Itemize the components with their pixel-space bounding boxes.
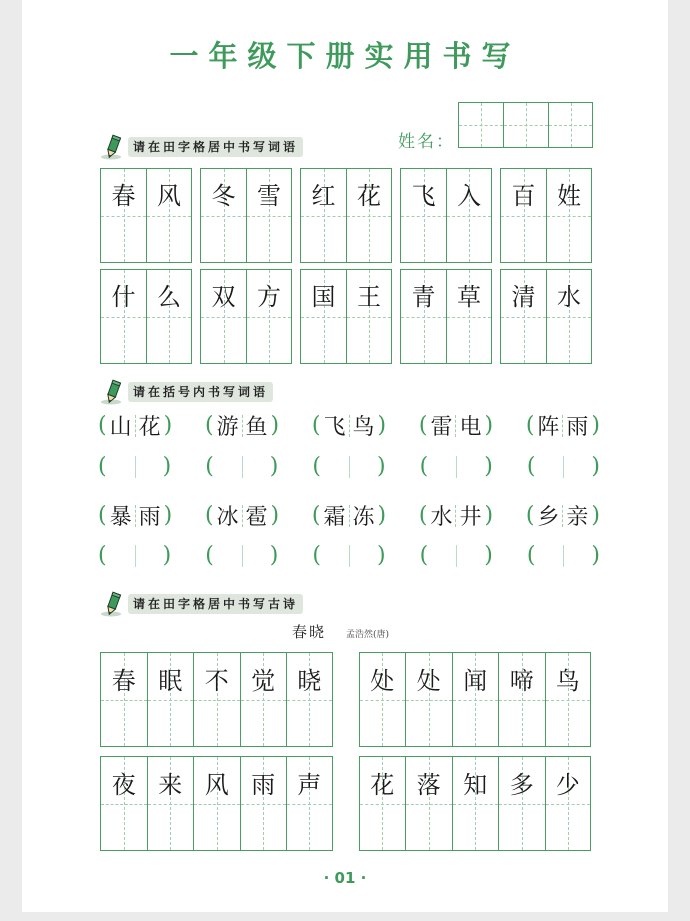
right-paren: ) — [484, 413, 494, 438]
character: 雨 — [138, 505, 161, 530]
tianzige-cell[interactable] — [100, 756, 147, 851]
character: 冻 — [352, 505, 375, 530]
left-paren: ( — [311, 503, 321, 528]
paren-word — [205, 410, 279, 441]
character: 落 — [416, 770, 441, 799]
tianzige-cell[interactable] — [498, 652, 545, 747]
tianzige-cell[interactable] — [146, 168, 192, 263]
left-paren: ( — [205, 454, 214, 479]
character: 春 — [111, 181, 136, 210]
character: 什 — [111, 282, 136, 311]
poem-grid-row — [100, 652, 591, 747]
answer-blank[interactable] — [107, 545, 163, 567]
left-paren: ( — [419, 454, 429, 479]
answer-blank[interactable] — [321, 456, 377, 478]
character: 游 — [216, 415, 239, 440]
character: 山 — [109, 415, 132, 440]
left-paren: ( — [418, 503, 428, 528]
tianzige-cell[interactable] — [498, 756, 545, 851]
character: 花 — [357, 181, 381, 210]
character: 百 — [511, 181, 536, 210]
character: 知 — [463, 770, 488, 799]
paren-blank[interactable] — [98, 543, 171, 568]
tianzige-cell[interactable] — [400, 168, 446, 263]
right-paren: ) — [591, 413, 600, 438]
word-grid-row — [100, 269, 592, 364]
character: 晓 — [297, 666, 322, 695]
left-paren: ( — [204, 413, 214, 438]
word-grid — [500, 168, 592, 263]
paren-word — [419, 410, 493, 441]
tianzige-cell[interactable] — [246, 168, 292, 263]
character: 暴 — [109, 505, 132, 530]
left-paren: ( — [525, 413, 535, 438]
tianzige-cell[interactable] — [446, 168, 492, 263]
pencil-icon — [100, 378, 126, 406]
character: 处 — [370, 666, 395, 695]
word-grid — [400, 269, 492, 364]
right-paren: ) — [162, 454, 172, 479]
character: 雷 — [430, 415, 453, 440]
character: 春 — [111, 666, 136, 695]
answer-blank[interactable] — [214, 545, 270, 567]
tianzige-cell[interactable] — [359, 652, 406, 747]
paren-blank[interactable] — [527, 454, 600, 479]
right-paren: ) — [377, 413, 387, 438]
word-grid — [100, 168, 192, 263]
character: 么 — [157, 282, 181, 311]
tianzige-cell[interactable] — [240, 652, 287, 747]
character: 眠 — [158, 666, 183, 695]
tianzige-cell[interactable] — [286, 652, 333, 747]
tianzige-cell[interactable] — [300, 168, 346, 263]
poem-line-grid — [100, 756, 333, 851]
character: 雹 — [245, 505, 268, 530]
page-number: · 01 · — [323, 869, 367, 887]
right-paren: ) — [377, 454, 386, 479]
answer-blank[interactable] — [214, 456, 270, 478]
right-paren: ) — [484, 454, 493, 479]
character: 风 — [157, 181, 181, 210]
paren-word — [312, 410, 386, 441]
character: 清 — [511, 282, 536, 311]
right-paren: ) — [484, 503, 494, 528]
paren-blank-row — [98, 543, 600, 568]
word-grid — [500, 269, 592, 364]
character: 飞 — [323, 415, 346, 440]
word-grid — [200, 168, 292, 263]
left-paren: ( — [98, 503, 107, 528]
character: 雨 — [566, 415, 589, 440]
tianzige-cell[interactable] — [100, 652, 147, 747]
tianzige-cell[interactable] — [193, 756, 240, 851]
paren-word — [419, 500, 493, 531]
character: 声 — [297, 770, 322, 799]
character: 少 — [555, 770, 580, 799]
tianzige-cell[interactable] — [546, 168, 592, 263]
word-grid — [100, 269, 192, 364]
poem-title: 春晓 — [292, 623, 327, 641]
word-grid-row — [100, 168, 592, 263]
character: 处 — [416, 666, 441, 695]
character: 霜 — [323, 505, 346, 530]
section-instruction: 请在田字格居中书写词语 — [128, 137, 303, 157]
character: 鸟 — [352, 415, 375, 440]
tianzige-cell[interactable] — [100, 269, 146, 364]
section-instruction: 请在田字格居中书写古诗 — [128, 594, 303, 614]
tianzige-cell[interactable] — [246, 269, 292, 364]
paren-blank[interactable] — [205, 543, 278, 568]
answer-blank[interactable] — [535, 456, 591, 478]
word-grid — [200, 269, 292, 364]
tianzige-cell[interactable] — [452, 652, 499, 747]
paren-word — [98, 410, 172, 441]
right-paren: ) — [591, 454, 600, 479]
right-paren: ) — [270, 503, 280, 528]
name-label: 姓名： — [398, 132, 455, 152]
poem-line-grid — [359, 652, 592, 747]
paren-blank[interactable] — [420, 454, 493, 479]
paren-blank[interactable] — [98, 454, 171, 479]
right-paren: ) — [163, 503, 173, 528]
right-paren: ) — [377, 543, 386, 568]
tianzige-cell[interactable] — [147, 756, 194, 851]
character: 红 — [311, 181, 336, 210]
section-header-words-grid — [100, 133, 303, 161]
paren-blank[interactable] — [312, 543, 385, 568]
poem-line-grid — [359, 756, 592, 851]
character: 水 — [430, 505, 453, 530]
paren-word — [526, 410, 600, 441]
character: 青 — [411, 282, 436, 311]
poem-author: 孟浩然(唐) — [346, 630, 390, 640]
name-field[interactable] — [458, 102, 593, 148]
paren-word — [205, 500, 279, 531]
name-cell[interactable] — [458, 102, 503, 148]
character: 姓 — [557, 181, 581, 210]
tianzige-cell[interactable] — [200, 269, 246, 364]
right-paren: ) — [484, 543, 493, 568]
tianzige-cell[interactable] — [359, 756, 406, 851]
tianzige-cell[interactable] — [545, 652, 592, 747]
character: 不 — [204, 666, 229, 695]
left-paren: ( — [205, 543, 214, 568]
character: 国 — [311, 282, 336, 311]
tianzige-cell[interactable] — [286, 756, 333, 851]
answer-blank[interactable] — [321, 545, 377, 567]
character: 鸟 — [555, 666, 580, 695]
character: 鱼 — [245, 415, 268, 440]
paren-word — [98, 500, 172, 531]
answer-blank[interactable] — [535, 545, 591, 567]
character: 亲 — [566, 505, 589, 530]
word-grid — [300, 269, 392, 364]
right-paren: ) — [591, 503, 600, 528]
right-paren: ) — [162, 543, 172, 568]
character: 双 — [211, 282, 236, 311]
poem-grid-row — [100, 756, 591, 851]
word-grid — [300, 168, 392, 263]
right-paren: ) — [269, 543, 279, 568]
right-paren: ) — [163, 413, 173, 438]
left-paren: ( — [98, 413, 107, 438]
left-paren: ( — [311, 413, 321, 438]
left-paren: ( — [526, 543, 536, 568]
character: 入 — [457, 181, 481, 210]
character: 花 — [370, 770, 395, 799]
tianzige-cell[interactable] — [146, 269, 192, 364]
paren-word — [312, 500, 386, 531]
left-paren: ( — [312, 543, 321, 568]
section-header-words-paren — [100, 378, 273, 406]
character: 冰 — [216, 505, 239, 530]
character: 井 — [459, 505, 482, 530]
answer-blank[interactable] — [428, 456, 484, 478]
pencil-icon — [100, 133, 126, 161]
character: 觉 — [251, 666, 276, 695]
name-cell[interactable] — [503, 102, 548, 148]
poem-line-grid — [100, 652, 333, 747]
character: 啼 — [509, 666, 534, 695]
left-paren: ( — [526, 454, 536, 479]
tianzige-cell[interactable] — [346, 168, 392, 263]
right-paren: ) — [591, 543, 600, 568]
character: 飞 — [411, 181, 436, 210]
right-paren: ) — [270, 413, 280, 438]
tianzige-cell[interactable] — [500, 269, 546, 364]
tianzige-cell[interactable] — [346, 269, 392, 364]
name-cell[interactable] — [548, 102, 593, 148]
tianzige-cell[interactable] — [405, 652, 452, 747]
left-paren: ( — [98, 543, 107, 568]
tianzige-cell[interactable] — [193, 652, 240, 747]
paren-blank[interactable] — [420, 543, 493, 568]
tianzige-cell[interactable] — [300, 269, 346, 364]
tianzige-cell[interactable] — [446, 269, 492, 364]
paren-blank[interactable] — [312, 454, 385, 479]
character: 风 — [204, 770, 229, 799]
character: 来 — [158, 770, 183, 799]
tianzige-cell[interactable] — [405, 756, 452, 851]
left-paren: ( — [418, 413, 428, 438]
answer-blank[interactable] — [107, 456, 163, 478]
tianzige-cell[interactable] — [100, 168, 146, 263]
tianzige-cell[interactable] — [452, 756, 499, 851]
answer-blank[interactable] — [428, 545, 484, 567]
character: 夜 — [111, 770, 136, 799]
character: 王 — [357, 282, 381, 311]
left-paren: ( — [204, 503, 214, 528]
right-paren: ) — [377, 503, 387, 528]
paren-blank[interactable] — [205, 454, 278, 479]
character: 电 — [459, 415, 482, 440]
character: 雨 — [251, 770, 276, 799]
tianzige-cell[interactable] — [200, 168, 246, 263]
right-paren: ) — [269, 454, 279, 479]
character: 花 — [138, 415, 161, 440]
paren-word-row — [98, 410, 600, 441]
tianzige-cell[interactable] — [545, 756, 592, 851]
left-paren: ( — [525, 503, 535, 528]
character: 闻 — [463, 666, 488, 695]
character: 水 — [557, 282, 581, 311]
tianzige-cell[interactable] — [400, 269, 446, 364]
paren-word-row — [98, 500, 600, 531]
left-paren: ( — [98, 454, 107, 479]
character: 草 — [457, 282, 481, 311]
character: 方 — [257, 282, 281, 311]
tianzige-cell[interactable] — [500, 168, 546, 263]
page-title: 一年级下册实用书写 — [169, 39, 521, 73]
pencil-icon — [100, 590, 126, 618]
tianzige-cell[interactable] — [546, 269, 592, 364]
character: 多 — [509, 770, 534, 799]
left-paren: ( — [312, 454, 321, 479]
word-grid — [400, 168, 492, 263]
character: 阵 — [537, 415, 560, 440]
paren-word — [526, 500, 600, 531]
left-paren: ( — [419, 543, 429, 568]
section-instruction: 请在括号内书写词语 — [128, 382, 273, 402]
tianzige-cell[interactable] — [147, 652, 194, 747]
character: 冬 — [211, 181, 236, 210]
paren-blank[interactable] — [527, 543, 600, 568]
character: 雪 — [257, 181, 281, 210]
section-header-poem — [100, 590, 303, 618]
character: 乡 — [537, 505, 560, 530]
paren-blank-row — [98, 454, 600, 479]
tianzige-cell[interactable] — [240, 756, 287, 851]
